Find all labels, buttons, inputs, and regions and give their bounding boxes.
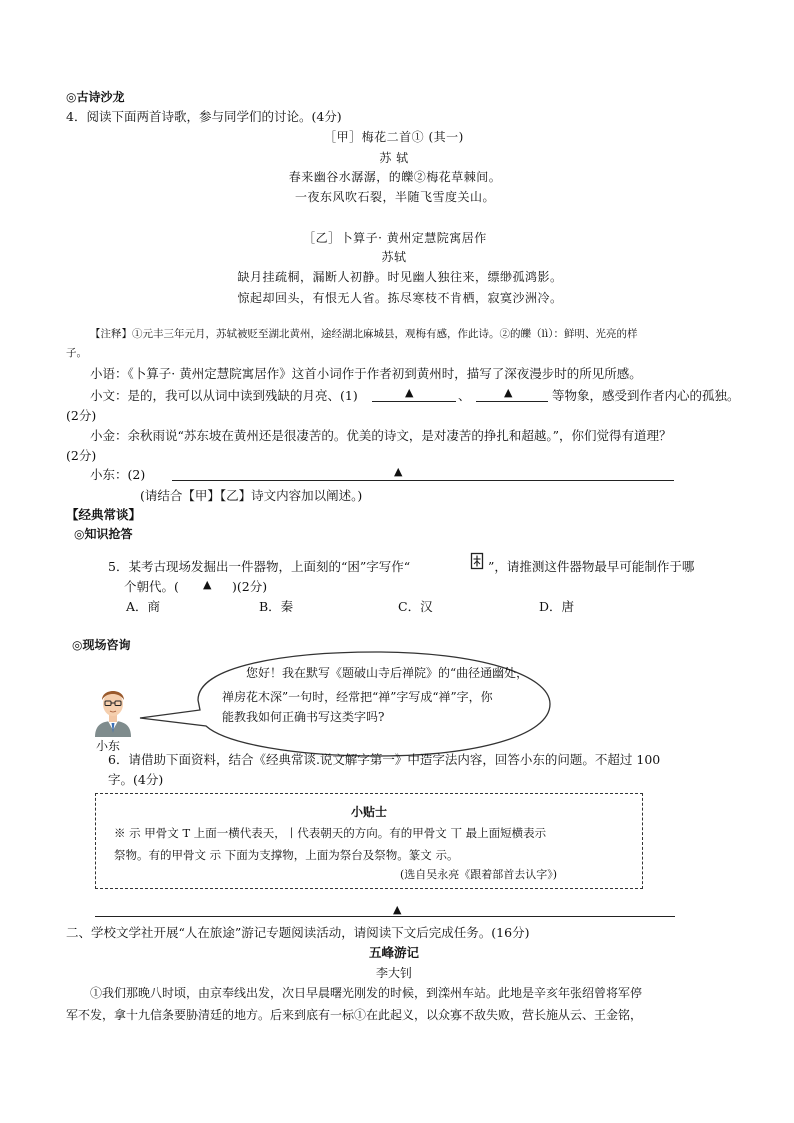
dialogue-xiaowen-separator: 、 bbox=[458, 388, 471, 403]
essay-paragraph-1-line2: 军不发，拿十九信条要胁清廷的地方。后来到底有一标①在此起义，以众寡不敌失败，营长施从云、王金铭， bbox=[66, 1008, 643, 1022]
dialogue-xiaojin-score: (2分) bbox=[66, 448, 97, 463]
part-2-heading: 二、学校文学社开展“人在旅途”游记专题阅读活动，请阅读下文后完成任务。(16分) bbox=[66, 925, 530, 940]
annotation-line1: 【注释】①元丰三年元月，苏轼被贬至湖北黄州，途经湖北麻城县，观梅有感，作此诗。②的皪（lì）：鲜明、光亮的样 bbox=[90, 328, 638, 340]
bubble-line1: 您好！我在默写《题破山寺后禅院》的“曲径通幽处， bbox=[246, 666, 529, 680]
poem-jia-author: 苏 轼 bbox=[379, 151, 409, 165]
question-6-answer-marker: ▲ bbox=[393, 903, 402, 916]
question-5-option-a[interactable]: A．商 bbox=[126, 599, 161, 614]
answer-blank-2[interactable] bbox=[172, 480, 674, 481]
bubble-line3: 能教我如何正确书写这类字吗? bbox=[222, 710, 385, 724]
dialogue-xiaodong-hint: (请结合【甲】【乙】诗文内容加以阐述。) bbox=[140, 488, 363, 503]
dialogue-xiaoyu: 小语：《卜算子· 黄州定慧院寓居作》这首小词作于作者初到黄州时，描写了深夜漫步时的所见所感。 bbox=[90, 366, 642, 381]
dialogue-xiaowen-score: (2分) bbox=[66, 408, 97, 423]
avatar-icon bbox=[92, 683, 134, 737]
essay-title: 五峰游记 bbox=[368, 945, 419, 960]
poem-jia-title: ［甲］梅花二首① (其一) bbox=[324, 130, 464, 144]
question-5-option-c[interactable]: C．汉 bbox=[398, 599, 433, 614]
question-5-answer-marker[interactable]: ▲ bbox=[203, 578, 212, 591]
tips-line2: 祭物。有的甲骨文 示 下面为支撑物，上面为祭台及祭物。篆文 示。 bbox=[114, 848, 459, 862]
question-4-prompt: 4．阅读下面两首诗歌，参与同学们的讨论。(4分) bbox=[66, 109, 342, 124]
section-heading-classics: 【经典常谈】 bbox=[66, 507, 142, 522]
question-6-line2: 字。(4分) bbox=[108, 772, 164, 787]
essay-paragraph-1-line1: ①我们那晚八时顷，由京奉线出发，次日早晨曙光刚发的时候，到滦州车站。此地是辛亥年张绍曾将军停 bbox=[90, 986, 643, 1000]
dialogue-xiaowen-part1: 小文：是的，我可以从词中读到残缺的月亮、(1) bbox=[90, 388, 358, 403]
question-5-text-b: ”，请推测这件器物最早可能制作于哪 bbox=[488, 559, 695, 574]
poem-yi-author: 苏轼 bbox=[381, 250, 407, 264]
section-heading-consultation: ◎现场咨询 bbox=[72, 638, 131, 652]
tips-source: (选自吴永亮《跟着部首去认字》) bbox=[400, 868, 558, 881]
dialogue-xiaodong: 小东：(2) bbox=[90, 467, 146, 482]
subsection-heading-quiz: ◎知识抢答 bbox=[74, 527, 133, 541]
dialogue-xiaojin: 小金：余秋雨说“苏东坡在黄州还是很凄苦的。优美的诗文，是对凄苦的挣扎和超越。”，你们觉得有道理？ bbox=[90, 428, 672, 443]
oracle-kun-glyph-icon bbox=[470, 552, 484, 570]
question-6-answer-line[interactable] bbox=[95, 916, 675, 917]
dialogue-xiaowen-part2: 等物象，感受到作者内心的孤独。 bbox=[552, 388, 740, 403]
question-5-option-b[interactable]: B．秦 bbox=[259, 599, 294, 614]
poem-yi-line1: 缺月挂疏桐，漏断人初静。时见幽人独往来，缥缈孤鸿影。 bbox=[237, 270, 563, 284]
blank-marker-1a: ▲ bbox=[405, 386, 414, 399]
essay-author: 李大钊 bbox=[375, 966, 412, 980]
tips-title: 小贴士 bbox=[350, 805, 387, 819]
poem-jia-line1: 春来幽谷水潺潺，的皪②梅花草棘间。 bbox=[288, 170, 502, 184]
bubble-line2: 禅房花木深”一句时，经常把“禅”字写成“禅”字，你 bbox=[222, 690, 493, 704]
avatar-label: 小东 bbox=[96, 739, 121, 753]
annotation-line2: 子。 bbox=[66, 347, 87, 359]
section-heading-poetry-salon: ◎古诗沙龙 bbox=[66, 90, 125, 104]
poem-yi-title: ［乙］卜算子· 黄州定慧院寓居作 bbox=[303, 231, 487, 245]
answer-blank-1a[interactable] bbox=[372, 401, 456, 402]
blank-marker-2: ▲ bbox=[394, 465, 403, 478]
poem-jia-line2: 一夜东风吹石裂，半随飞雪度关山。 bbox=[294, 190, 495, 204]
poem-yi-line2: 惊起却回头，有恨无人省。拣尽寒枝不肯栖，寂寞沙洲冷。 bbox=[237, 291, 563, 305]
blank-marker-1b: ▲ bbox=[504, 386, 513, 399]
question-6-line1: 6．请借助下面资料，结合《经典常谈.说文解字第一》中造字法内容，回答小东的问题。不超过 100 bbox=[108, 752, 661, 767]
question-5-text-c: 个朝代。( bbox=[124, 579, 179, 594]
tips-line1: ※ 示 甲骨文 T 上面一横代表天，丨代表朝天的方向。有的甲骨文 丅 最上面短横表示 bbox=[114, 826, 547, 840]
question-5-text-a: 5．某考古现场发掘出一件器物，上面刻的“困”字写作“ bbox=[108, 559, 411, 574]
answer-blank-1b[interactable] bbox=[476, 401, 548, 402]
question-5-option-d[interactable]: D．唐 bbox=[539, 599, 575, 614]
question-5-text-d: )(2分) bbox=[232, 579, 268, 594]
